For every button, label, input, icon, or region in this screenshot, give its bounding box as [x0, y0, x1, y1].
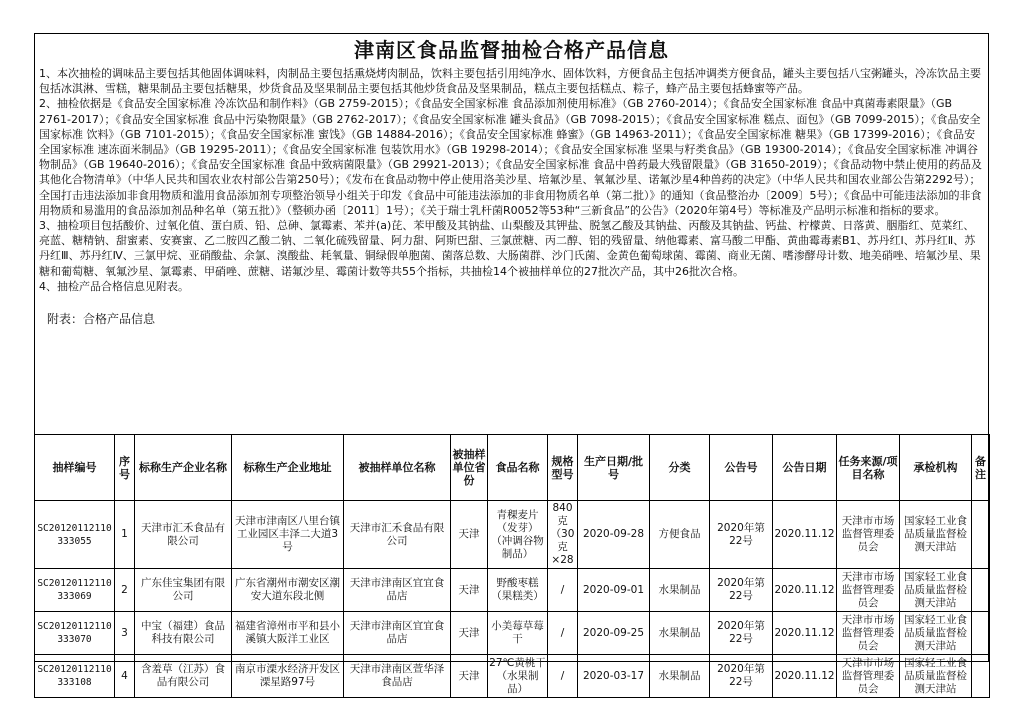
- table-row: [35, 501, 990, 569]
- table-header-row: [35, 435, 990, 501]
- task-source-cell: 天津市市场监督管理委员会: [837, 655, 900, 698]
- header-cell: 任务来源/项目名称: [837, 435, 900, 501]
- sample-id-cell: SC20120112110333108: [35, 655, 115, 698]
- sampled-unit-cell: 天津市津南区宜宜食品店: [344, 569, 451, 612]
- note-2: 2、抽检依据是《食品安全国家标准 冷冻饮品和制作料》（GB 2759-2015）；《食品安全国家标准 食品添加剂使用标准》（GB 2760-2014）；《食品安全国家标准 食品中真菌毒素限量》（GB 2761-2017）；《食品安全国家标准 食品中污染物限量》（GB 2762-2017）；《食品安全国家标准 罐头食品》（GB 7098-2015）；《食品安全国家标准 糕点、面包》（GB 7099-2015）；《食品安全国家标准 饮料》（GB 7101-2015）；《食品安全国家标准 蜜饯》（GB 14884-2016）；《食品安全国家标准 蜂蜜》（GB 14963-2011）；《食品安全国家标准 糖果》（GB 17399-2016）；《食品安全国家标准 速冻面米制品》（GB 19295-2011）；《食品安全国家标准 包装饮用水》（GB 19298-2014）；《食品安全国家标准 坚果与籽类食品》（GB 19300-2014）；《食品安全国家标准 冲调谷物制品》（GB 19640-2016）；《食品安全国家标准 食品中致病菌限量》（GB 29921-2013）；《食品安全国家标准 食品中兽药最大残留限量》（GB 31650-2019）；《食品动物中禁止使用的药品及其他化合物清单》（中华人民共和国农业农村部公告第250号）；《发布在食品动物中停止使用洛美沙星、培氟沙星、氧氟沙星、诺氟沙星4种兽药的决定》（中华人民共和国农业部公告第2292号）；全国打击违法添加非食用物质和滥用食品添加剂专项整治领导小组关于印发《食品中可能违法添加的非食用物质名单（第二批）》的通知（食品整治办〔2009〕5号）；《食品中可能违法添加的非食用物质和易滥用的食品添加剂品种名单（第五批）》（整顿办函〔2011〕1号）；《关于瑞士乳杆菌R0052等53种“三新食品”的公告》（2020年第4号）等标准及产品明示标准和指标的要求。: [39, 97, 983, 217]
- manufacturer-cell: 中宝（福建）食品科技有限公司: [135, 612, 232, 655]
- category-cell: 水果制品: [650, 655, 710, 698]
- production-date-cell: 2020-09-28: [578, 501, 650, 569]
- spec-cell: /: [548, 569, 578, 612]
- province-cell: 天津: [451, 501, 488, 569]
- remark-cell: [972, 655, 990, 698]
- manufacturer-cell: 天津市汇禾食品有限公司: [135, 501, 232, 569]
- header-cell: 序号: [115, 435, 135, 501]
- inspector-cell: 国家轻工业食品质量监督检测天津站: [900, 569, 972, 612]
- header-cell: 公告日期: [773, 435, 837, 501]
- header-cell: 被抽样单位省份: [451, 435, 488, 501]
- header-cell: 标称生产企业地址: [232, 435, 344, 501]
- header-cell: 抽样编号: [35, 435, 115, 501]
- notice-date-cell: 2020.11.12: [773, 655, 837, 698]
- document-title: 津南区食品监督抽检合格产品信息: [354, 38, 669, 62]
- province-cell: 天津: [451, 569, 488, 612]
- category-cell: 方便食品: [650, 501, 710, 569]
- address-cell: 广东省潮州市潮安区潮安大道东段北侧: [232, 569, 344, 612]
- sampled-unit-cell: 天津市汇禾食品有限公司: [344, 501, 451, 569]
- notice-number-cell: 2020年第22号: [710, 612, 773, 655]
- seq-cell: 4: [115, 655, 135, 698]
- food-name-cell: 野酸枣糕（果糕类）: [488, 569, 548, 612]
- header-cell: 生产日期/批号: [578, 435, 650, 501]
- address-cell: 南京市溧水经济开发区溧星路97号: [232, 655, 344, 698]
- header-cell: 公告号: [710, 435, 773, 501]
- manufacturer-cell: 广东佳宝集团有限公司: [135, 569, 232, 612]
- header-cell: 被抽样单位名称: [344, 435, 451, 501]
- sampled-unit-cell: 天津市津南区宜宜食品店: [344, 612, 451, 655]
- address-cell: 天津市津南区八里台镇工业园区丰泽二大道3号: [232, 501, 344, 569]
- notice-date-cell: 2020.11.12: [773, 569, 837, 612]
- food-name-cell: 27℃黄桃干（水果制品）: [488, 655, 548, 698]
- production-date-cell: 2020-03-17: [578, 655, 650, 698]
- sample-id-cell: SC20120112110333069: [35, 569, 115, 612]
- note-3: 3、抽检项目包括酸价、过氧化值、蛋白质、铅、总砷、氯霉素、苯并(a)芘、苯甲酸及其钠盐、山梨酸及其钾盐、脱氢乙酸及其钠盐、丙酸及其钠盐、钙盐、柠檬黄、日落黄、胭脂红、苋菜红、亮蓝、糖精钠、甜蜜素、安赛蜜、乙二胺四乙酸二钠、二氧化硫残留量、阿力甜、阿斯巴甜、三氯蔗糖、丙二醇、铝的残留量、纳他霉素、富马酸二甲酯、黄曲霉毒素B1、苏丹红Ⅰ、苏丹红Ⅱ、苏丹红Ⅲ、苏丹红Ⅳ、三氯甲烷、亚硝酸盐、余氯、溴酸盐、耗氧量、铜绿假单胞菌、菌落总数、大肠菌群、沙门氏菌、金黄色葡萄球菌、霉菌、商业无菌、嗜渗酵母计数、地美硝唑、培氟沙星、果糖和葡萄糖、氧氟沙星、氯霉素、甲硝唑、蔗糖、诺氟沙星、霉菌计数等共55个指标，共抽检14个被抽样单位的27批次产品，其中26批次合格。: [39, 219, 981, 278]
- note-4: 4、抽检产品合格信息见附表。: [39, 279, 189, 293]
- seq-cell: 2: [115, 569, 135, 612]
- production-date-cell: 2020-09-25: [578, 612, 650, 655]
- seq-cell: 1: [115, 501, 135, 569]
- note-1: 1、本次抽检的调味品主要包括其他固体调味料，肉制品主要包括熏烧烤肉制品，饮料主要包括引用纯净水、固体饮料，方便食品主包括冲调类方便食品，罐头主要包括八宝粥罐头，冷冻饮品主要包括冰淇淋、雪糕，糖果制品主要包括糖果，炒货食品及坚果制品主要包括其他炒货食品及坚果制品，糕点主要包括糕点、粽子，蜂产品主要包括蜂蜜等产品。: [39, 67, 981, 96]
- notice-date-cell: 2020.11.12: [773, 501, 837, 569]
- notice-number-cell: 2020年第22号: [710, 569, 773, 612]
- category-cell: 水果制品: [650, 612, 710, 655]
- notice-date-cell: 2020.11.12: [773, 612, 837, 655]
- header-cell: 分类: [650, 435, 710, 501]
- remark-cell: [972, 501, 990, 569]
- header-cell: 食品名称: [488, 435, 548, 501]
- products-table: [34, 434, 990, 698]
- remark-cell: [972, 569, 990, 612]
- production-date-cell: 2020-09-01: [578, 569, 650, 612]
- task-source-cell: 天津市市场监督管理委员会: [837, 612, 900, 655]
- attachment-label: 附表：合格产品信息: [47, 312, 156, 327]
- food-name-cell: 青稞麦片（发芽）（冲调谷物制品）: [488, 501, 548, 569]
- notice-number-cell: 2020年第22号: [710, 655, 773, 698]
- manufacturer-cell: 含羞草（江苏）食品有限公司: [135, 655, 232, 698]
- inspector-cell: 国家轻工业食品质量监督检测天津站: [900, 612, 972, 655]
- notes-section: [35, 66, 988, 294]
- seq-cell: 3: [115, 612, 135, 655]
- header-cell: 规格型号: [548, 435, 578, 501]
- province-cell: 天津: [451, 655, 488, 698]
- inspector-cell: 国家轻工业食品质量监督检测天津站: [900, 501, 972, 569]
- spec-cell: 840克（30克×28: [548, 501, 578, 569]
- category-cell: 水果制品: [650, 569, 710, 612]
- spec-cell: /: [548, 612, 578, 655]
- province-cell: 天津: [451, 612, 488, 655]
- header-cell: 备注: [972, 435, 990, 501]
- header-cell: 标称生产企业名称: [135, 435, 232, 501]
- header-cell: 承检机构: [900, 435, 972, 501]
- food-name-cell: 小美莓草莓干: [488, 612, 548, 655]
- remark-cell: [972, 612, 990, 655]
- document-page: [34, 33, 989, 695]
- table-row: [35, 612, 990, 655]
- task-source-cell: 天津市市场监督管理委员会: [837, 501, 900, 569]
- sampled-unit-cell: 天津市津南区萱华泽食品店: [344, 655, 451, 698]
- inspector-cell: 国家轻工业食品质量监督检测天津站: [900, 655, 972, 698]
- sample-id-cell: SC20120112110333070: [35, 612, 115, 655]
- notice-number-cell: 2020年第22号: [710, 501, 773, 569]
- sample-id-cell: SC20120112110333055: [35, 501, 115, 569]
- address-cell: 福建省漳州市平和县小溪镇大阪洋工业区: [232, 612, 344, 655]
- table-row: [35, 655, 990, 698]
- table-row: [35, 569, 990, 612]
- spec-cell: /: [548, 655, 578, 698]
- task-source-cell: 天津市市场监督管理委员会: [837, 569, 900, 612]
